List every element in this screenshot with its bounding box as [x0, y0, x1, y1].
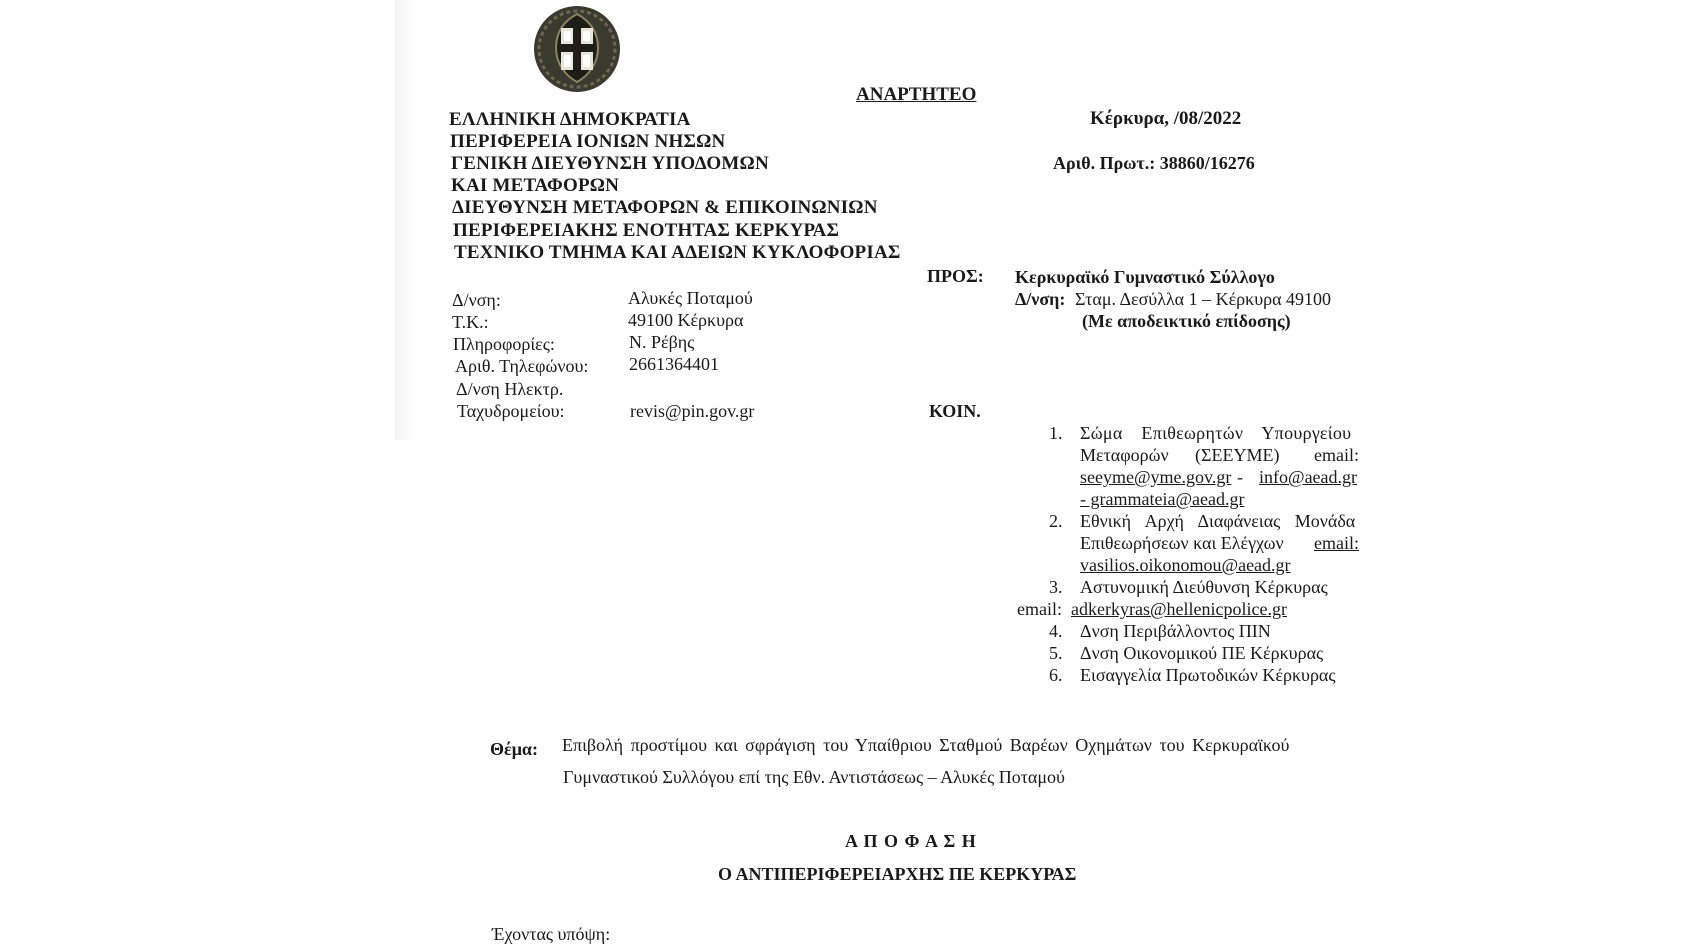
recipient-address: Σταμ. Δεσύλλα 1 – Κέρκυρα 49100 — [1075, 289, 1332, 309]
cc-item-3-email[interactable]: adkerkyras@hellenicpolice.gr — [1071, 599, 1287, 619]
document-date: Κέρκυρα, /08/2022 — [1090, 108, 1242, 129]
header-line-6: ΠΕΡΙΦΕΡΕΙΑΚΗΣ ΕΝΟΤΗΤΑΣ ΚΕΡΚΥΡΑΣ — [453, 220, 840, 241]
subject-label: Θέμα: — [490, 739, 538, 759]
phone-label: Αριθ. Τηλεφώνου: — [455, 356, 589, 376]
postal-value: 49100 Κέρκυρα — [628, 310, 744, 330]
cc-item-3-email-label: email: — [1017, 599, 1062, 619]
cc-item-2-email-label: email: — [1314, 533, 1359, 553]
address-label: Δ/νση: — [452, 290, 501, 310]
cc-item-1-line-2b: (ΣΕΕΥΜΕ) — [1195, 445, 1280, 465]
header-line-4: ΚΑΙ ΜΕΤΑΦΟΡΩΝ — [451, 175, 620, 196]
cc-item-1-line-2c: email: — [1314, 445, 1359, 465]
contact-label: Πληροφορίες: — [453, 334, 555, 354]
protocol-number: Αριθ. Πρωτ.: 38860/16276 — [1053, 153, 1255, 173]
header-line-3: ΓΕΝΙΚΗ ΔΙΕΥΘΥΝΣΗ ΥΠΟΔΟΜΩΝ — [451, 153, 769, 174]
cc-item-1-line-2a: Μεταφορών — [1080, 445, 1169, 465]
cc-item-2-line-1: Εθνική Αρχή Διαφάνειας Μονάδα — [1080, 511, 1356, 531]
cc-item-1-email-2[interactable]: info@aead.gr — [1259, 467, 1358, 487]
recipient-label: ΠΡΟΣ: — [927, 266, 984, 286]
cc-item-2-line-2: Επιθεωρήσεων και Ελέγχων — [1080, 533, 1284, 553]
cc-item-2-number: 2. — [1049, 511, 1063, 531]
cc-item-3-line-1: Αστυνομική Διεύθυνση Κέρκυρας — [1080, 577, 1328, 597]
recipient-name: Κερκυραϊκό Γυμναστικό Σύλλογο — [1015, 267, 1275, 287]
cc-item-4-number: 4. — [1049, 621, 1063, 641]
cc-item-1-line-1: Σώμα Επιθεωρητών Υπουργείου — [1080, 423, 1352, 443]
cc-item-1-email-3[interactable]: - grammateia@aead.gr — [1080, 489, 1245, 509]
cc-item-1-email-1[interactable]: seeyme@yme.gov.gr — [1080, 467, 1232, 487]
cc-item-5-text: Δνση Οικονομικού ΠΕ Κέρκυρας — [1080, 643, 1324, 663]
header-line-5: ΔΙΕΥΘΥΝΣΗ ΜΕΤΑΦΟΡΩΝ & ΕΠΙΚΟΙΝΩΝΙΩΝ — [452, 197, 878, 218]
page-edge-shadow — [395, 0, 415, 440]
subject-line-2: Γυμναστικού Συλλόγου επί της Εθν. Αντιστάσεως – Αλυκές Ποταμού — [563, 767, 1065, 787]
cc-item-6-number: 6. — [1049, 665, 1063, 685]
header-line-2: ΠΕΡΙΦΕΡΕΙΑ ΙΟΝΙΩΝ ΝΗΣΩΝ — [450, 131, 726, 152]
subject-line-1: Επιβολή προστίμου και σφράγιση του Υπαίθριου Σταθμού Βαρέων Οχημάτων του Κερκυραϊκού — [562, 735, 1290, 755]
address-value: Αλυκές Ποταμού — [628, 288, 753, 308]
delivery-note: (Με αποδεικτικό επίδοσης) — [1082, 311, 1291, 331]
recipient-address-label: Δ/νση: — [1015, 289, 1066, 309]
greek-coat-of-arms-emblem — [532, 4, 622, 94]
email-label-line-2: Ταχυδρομείου: — [457, 401, 565, 421]
header-line-7: ΤΕΧΝΙΚΟ ΤΜΗΜΑ ΚΑΙ ΑΔΕΙΩΝ ΚΥΚΛΟΦΟΡΙΑΣ — [454, 242, 901, 263]
phone-value: 2661364401 — [629, 354, 719, 374]
cc-item-6-text: Εισαγγελία Πρωτοδικών Κέρκυρας — [1080, 665, 1336, 685]
cc-item-5-number: 5. — [1049, 643, 1063, 663]
cc-item-1-number: 1. — [1049, 423, 1063, 443]
cc-item-3-number: 3. — [1049, 577, 1063, 597]
decision-subtitle: Ο ΑΝΤΙΠΕΡΙΦΕΡΕΙΑΡΧΗΣ ΠΕ ΚΕΡΚΥΡΑΣ — [718, 864, 1077, 884]
cc-label: ΚΟΙΝ. — [929, 401, 981, 421]
cc-item-1-separator: - — [1237, 467, 1243, 487]
header-line-1: ΕΛΛΗΝΙΚΗ ΔΗΜΟΚΡΑΤΙΑ — [449, 109, 691, 130]
decision-title: Α Π Ο Φ Α Σ Η — [845, 831, 977, 851]
cc-item-4-text: Δνση Περιβάλλοντος ΠΙΝ — [1080, 621, 1271, 641]
email-label-line-1: Δ/νση Ηλεκτρ. — [456, 379, 564, 399]
contact-value: Ν. Ρέβης — [629, 332, 695, 352]
considering-heading: Έχοντας υπόψη: — [492, 924, 611, 944]
sender-email: revis@pin.gov.gr — [630, 401, 755, 421]
cc-item-2-email[interactable]: vasilios.oikonomou@aead.gr — [1080, 555, 1291, 575]
postal-label: Τ.Κ.: — [452, 312, 489, 332]
posting-notice-heading: ΑΝΑΡΤΗΤΕΟ — [856, 84, 977, 105]
